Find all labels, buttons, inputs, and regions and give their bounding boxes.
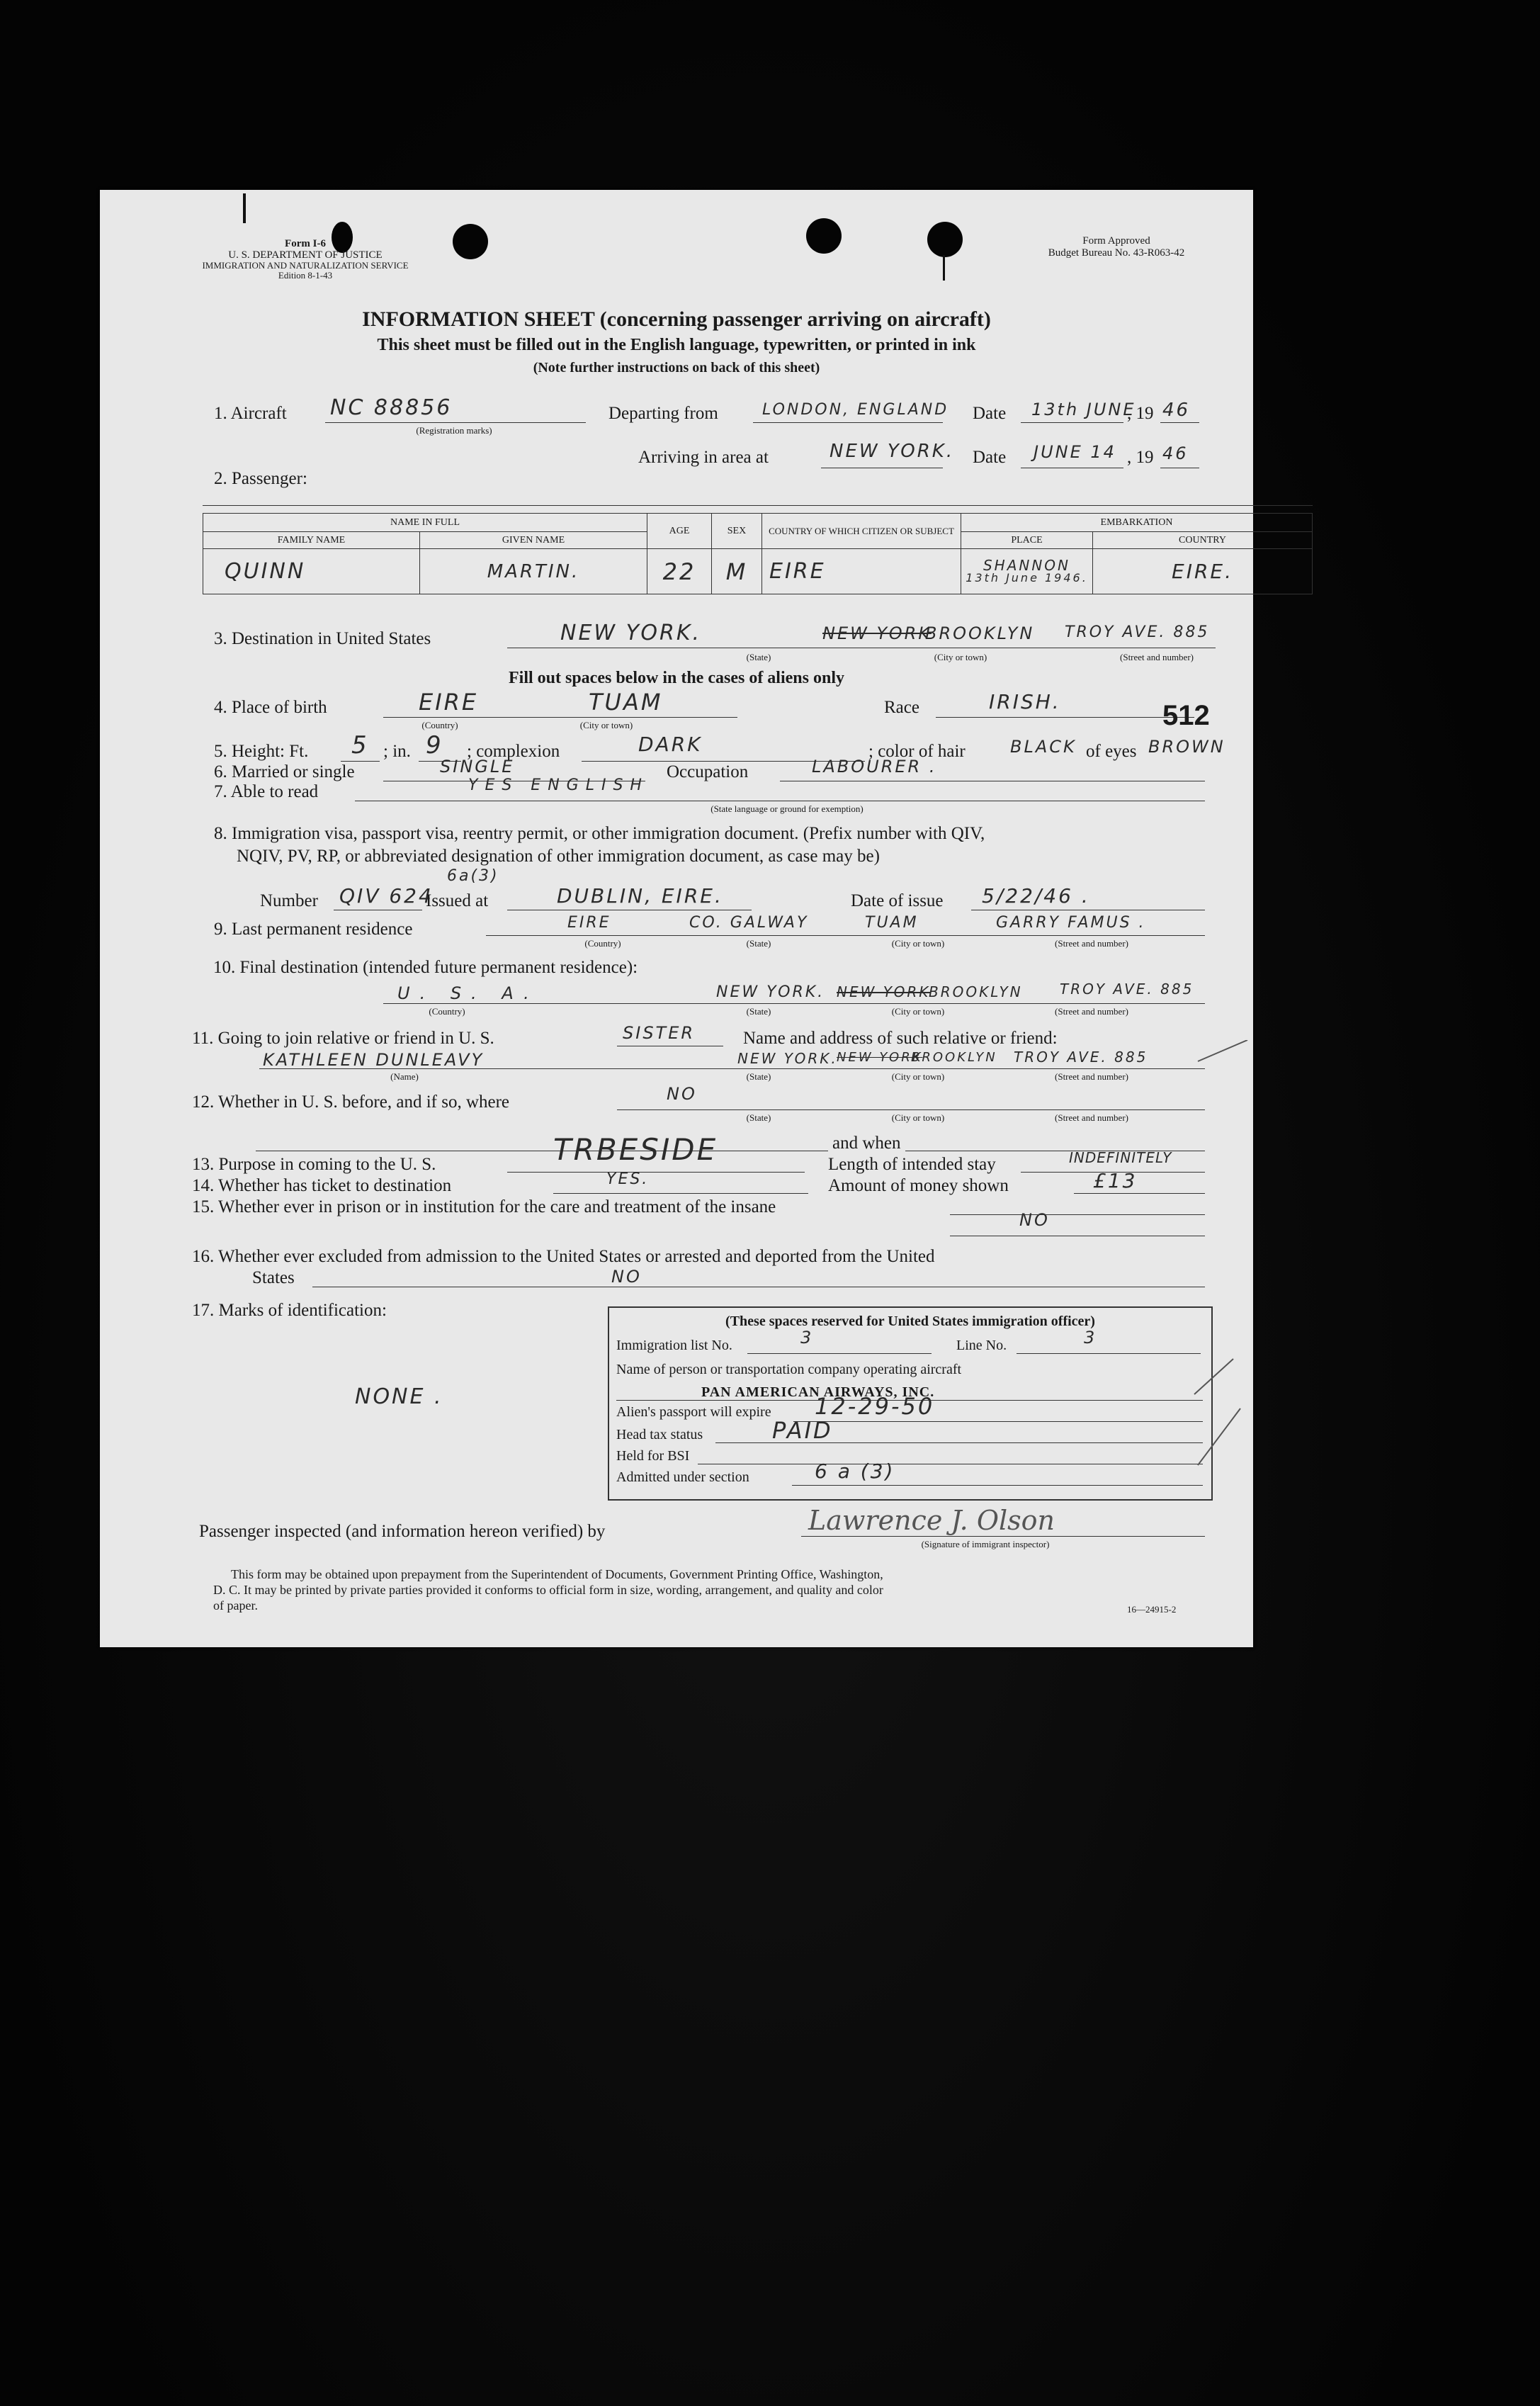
last-residence-label: 9. Last permanent residence: [214, 920, 413, 939]
place-header: PLACE: [961, 532, 1093, 549]
excluded-label-line1: 16. Whether ever excluded from admission to the United States or arrested and deported from the United: [192, 1247, 935, 1266]
print-number: 16—24915-2: [1127, 1604, 1177, 1615]
arriving-value: NEW YORK.: [830, 441, 955, 462]
passenger-label: 2. Passenger:: [214, 469, 307, 488]
join-city-value: NEW YORK: [837, 1050, 923, 1065]
race-value: IRISH.: [989, 690, 1061, 713]
state-caption: (State): [746, 1071, 771, 1082]
going-to-join-label: 11. Going to join relative or friend in U. S.: [192, 1029, 494, 1048]
birth-country-value: EIRE: [419, 689, 479, 716]
eyes-label: of eyes: [1086, 742, 1137, 761]
final-city-corrected: BROOKLYN: [929, 983, 1023, 1000]
eyes-value: BROWN: [1148, 737, 1225, 757]
citizen-value: EIRE: [762, 549, 961, 594]
dest-city-corrected: BROOKLYN: [925, 623, 1035, 643]
height-label: 5. Height: Ft.: [214, 742, 309, 761]
prison-label: 15. Whether ever in prison or in institution for the care and treatment of the insane: [192, 1197, 776, 1216]
issue-date-label: Date of issue: [851, 891, 944, 910]
doc-number-value: QIV 624: [339, 884, 434, 908]
city-caption: (City or town): [934, 652, 987, 662]
line-no-label: Line No.: [956, 1338, 1007, 1353]
race-label: Race: [884, 698, 919, 717]
family-name-header: FAMILY NAME: [203, 532, 420, 549]
form-number: Form I-6: [285, 238, 326, 249]
able-read-value: YES ENGLISH: [468, 776, 649, 794]
given-name-value: MARTIN.: [420, 549, 647, 594]
q8-text-line1: 8. Immigration visa, passport visa, reentry permit, or other immigration document. (Prefix number with QIV,: [214, 824, 985, 843]
city-caption: (City or town): [891, 938, 945, 949]
country-header: COUNTRY: [1093, 532, 1313, 549]
prison-value: NO: [1019, 1210, 1050, 1230]
operator-label: Name of person or transportation company operating aircraft: [616, 1362, 962, 1377]
footer-line2: D. C. It may be printed by private parties provided it conforms to official form in size, wording, arrangement, and quality and color: [213, 1583, 883, 1597]
married-value: SINGLE: [440, 757, 515, 776]
final-destination-label: 10. Final destination (intended future permanent residence):: [213, 958, 638, 977]
imm-list-label: Immigration list No.: [616, 1338, 732, 1353]
street-caption: (Street and number): [1055, 1006, 1128, 1017]
form-approved: Form Approved: [1082, 235, 1150, 247]
passport-expire-value: 12-29-50: [815, 1393, 935, 1420]
embark-place-value: SHANNON: [983, 556, 1071, 574]
city-caption: (City or town): [579, 720, 633, 730]
stay-value: INDEFINITELY: [1069, 1149, 1172, 1166]
occupation-value: LABOURER .: [812, 757, 937, 776]
punch-hole: [453, 224, 488, 259]
join-city-corrected: BROOKLYN: [911, 1050, 997, 1065]
country-caption: (Country): [584, 938, 621, 949]
passenger-table: [203, 513, 1313, 594]
line-no-value: 3: [1084, 1328, 1097, 1348]
service: IMMIGRATION AND NATURALIZATION SERVICE: [202, 260, 409, 271]
arriving-label: Arriving in area at: [638, 448, 769, 467]
depart-date-value: 13th JUNE: [1031, 400, 1136, 419]
marks-label: 17. Marks of identification:: [192, 1301, 387, 1320]
birth-city-value: TUAM: [589, 689, 663, 716]
final-city-value: NEW YORK: [837, 983, 931, 1000]
reserved-caption: (These spaces reserved for United States immigration officer): [725, 1314, 1095, 1329]
name-in-full-header: NAME IN FULL: [203, 514, 647, 532]
birth-label: 4. Place of birth: [214, 698, 327, 717]
hair-label: ; color of hair: [868, 742, 966, 761]
occupation-label: Occupation: [667, 762, 749, 781]
registration-caption: (Registration marks): [416, 425, 492, 436]
issue-date-value: 5/22/46 .: [982, 884, 1090, 908]
amount-money-label: Amount of money shown: [828, 1176, 1009, 1195]
ticket-label: 14. Whether has ticket to destination: [192, 1176, 452, 1195]
officer-box: [608, 1306, 1213, 1501]
street-caption: (Street and number): [1055, 1112, 1128, 1123]
country-caption: (Country): [421, 720, 458, 730]
final-street-value: TROY AVE. 885: [1060, 981, 1194, 998]
head-tax-label: Head tax status: [616, 1427, 703, 1442]
ticket-value: YES.: [606, 1170, 650, 1188]
state-caption: (State): [746, 938, 771, 949]
complexion-value: DARK: [638, 733, 703, 756]
issued-at-value: DUBLIN, EIRE.: [557, 884, 723, 908]
complexion-label: ; complexion: [467, 742, 560, 761]
height-in-value: 9: [426, 731, 443, 759]
inspector-signature: Lawrence J. Olson: [808, 1505, 1055, 1536]
held-bsi-label: Held for BSI: [616, 1448, 690, 1464]
edition: Edition 8-1-43: [278, 270, 333, 281]
res-city-value: TUAM: [865, 914, 919, 932]
sex-value: M: [712, 549, 762, 594]
state-caption: (State): [746, 1112, 771, 1123]
departing-value: LONDON, ENGLAND: [762, 401, 949, 419]
final-state-value: NEW YORK.: [716, 983, 825, 1001]
issued-at-label: Issued at: [426, 891, 489, 910]
depart-date-label: Date: [973, 404, 1007, 423]
operator-value: PAN AMERICAN AIRWAYS, INC.: [701, 1384, 935, 1400]
state-caption: (State): [746, 652, 771, 662]
res-street-value: GARRY FAMUS .: [996, 914, 1146, 932]
inches-label: ; in.: [383, 742, 411, 761]
embark-country-value: EIRE.: [1093, 549, 1313, 594]
punch-hole: [806, 218, 842, 254]
city-caption: (City or town): [891, 1071, 945, 1082]
age-header: AGE: [647, 514, 712, 549]
departing-label: Departing from: [608, 404, 718, 423]
state-caption: (State): [746, 1006, 771, 1017]
res-state-value: CO. GALWAY: [689, 914, 809, 932]
sex-header: SEX: [712, 514, 762, 549]
purpose-value: TRBESIDE: [553, 1132, 718, 1167]
head-tax-value: PAID: [772, 1417, 833, 1444]
final-country-value: U. S. A.: [397, 983, 539, 1003]
stamp-number: 512: [1162, 700, 1210, 731]
instructions-note: (Note further instructions on back of this sheet): [533, 360, 820, 375]
arrive-date-label: Date: [973, 448, 1007, 467]
married-label: 6. Married or single: [214, 762, 355, 781]
inspected-label: Passenger inspected (and information hereon verified) by: [199, 1522, 606, 1541]
embark-date-note: 13th June 1946.: [966, 570, 1088, 584]
embarkation-header: EMBARKATION: [961, 514, 1313, 532]
instructions: This sheet must be filled out in the English language, typewritten, or printed in ink: [377, 336, 976, 354]
height-ft-value: 5: [351, 731, 369, 759]
aircraft-value: NC 88856: [330, 395, 453, 420]
join-street-value: TROY AVE. 885: [1014, 1049, 1148, 1066]
passport-expire-label: Alien's passport will expire: [616, 1404, 771, 1420]
name-address-label: Name and address of such relative or friend:: [743, 1029, 1058, 1048]
margin-pencil-marks: [1191, 1040, 1255, 1479]
street-caption: (Street and number): [1055, 1071, 1128, 1082]
join-name-value: KATHLEEN DUNLEAVY: [263, 1050, 485, 1070]
admitted-label: Admitted under section: [616, 1469, 749, 1485]
length-stay-label: Length of intended stay: [828, 1155, 996, 1174]
street-caption: (Street and number): [1120, 652, 1194, 662]
res-country-value: EIRE: [567, 914, 611, 932]
arrive-date-value: JUNE 14: [1034, 442, 1116, 462]
us-before-value: NO: [667, 1084, 697, 1104]
excluded-label-line2: States: [252, 1268, 295, 1287]
number-label: Number: [260, 891, 318, 910]
city-caption: (City or town): [891, 1112, 945, 1123]
family-name-value: QUINN: [203, 549, 420, 594]
punch-mark: [243, 193, 246, 223]
age-value: 22: [647, 549, 712, 594]
q8-text-line2: NQIV, PV, RP, or abbreviated designation of other immigration document, as case may be): [237, 847, 880, 866]
money-value: £13: [1093, 1169, 1138, 1192]
given-name-header: GIVEN NAME: [420, 532, 647, 549]
signature-caption: (Signature of immigrant inspector): [921, 1539, 1050, 1549]
able-read-label: 7. Able to read: [214, 782, 319, 801]
doc-section-note: 6a(3): [447, 867, 499, 885]
name-caption: (Name): [390, 1071, 419, 1082]
destination-label: 3. Destination in United States: [214, 629, 431, 648]
join-state-value: NEW YORK.: [737, 1050, 838, 1067]
aircraft-label: 1. Aircraft: [214, 404, 287, 423]
footer-line3: of paper.: [213, 1598, 258, 1613]
punch-hole: [927, 222, 963, 257]
language-caption: (State language or ground for exemption): [710, 803, 864, 814]
depart-year-value: 46: [1162, 400, 1191, 421]
street-caption: (Street and number): [1055, 938, 1128, 949]
purpose-label: 13. Purpose in coming to the U. S.: [192, 1155, 436, 1174]
dest-street-value: TROY AVE. 885: [1065, 623, 1210, 641]
footer-line1: This form may be obtained upon prepayment from the Superintendent of Documents, Government Printing Office, Washington,: [231, 1567, 883, 1581]
dest-city-value: NEW YORK: [822, 623, 932, 643]
country-caption: (Country): [429, 1006, 465, 1017]
department: U. S. DEPARTMENT OF JUSTICE: [228, 249, 383, 261]
budget-bureau: Budget Bureau No. 43-R063-42: [1048, 247, 1185, 259]
aliens-only-heading: Fill out spaces below in the cases of aliens only: [508, 669, 844, 687]
arrive-year-value: 46: [1162, 444, 1189, 463]
marks-value: NONE .: [355, 1384, 443, 1409]
punch-mark: [943, 255, 945, 281]
imm-list-value: 3: [800, 1328, 814, 1348]
citizen-header: COUNTRY OF WHICH CITIZEN OR SUBJECT: [762, 514, 961, 549]
information-sheet: Form I-6 U. S. DEPARTMENT OF JUSTICE IMMIGRATION AND NATURALIZATION SERVICE Edition 8-1-43 Form Approved Budget Bureau No. 43-R063-42 INFORMATION SHEET (concerning passenger arriving on aircraft) This sheet must be filled out in the English language, typewritten, or printed in ink (Note further instructions on back of this sheet) 1. Aircraft NC 88856 (Registration marks) Departing from LONDON, ENGLAND Date 13th JUNE , 19 46 Arriving in area at NEW YORK. Date JUNE 14 , 19 46 2. Passenger: NAME IN FULL AGE SEX COUNTRY OF WHICH CITIZEN OR SUBJECT EMBARKATION FAMILY NAME GIVEN NAME PLACE COUNTRY QUINN MARTIN. 22 M EIRE SHANNON 13th June 1946. EIRE. 3. Destination in United States NEW YORK. NEW YORK BROOKLYN TROY AVE. 885 (State) (City or town) (Street and number) Fill out spaces below in the cases of aliens only 4. Place of birth EIRE TUAM (Country) (City or town) Race IRISH. 512 5. Height: Ft. 5 ; in. 9 ; complexion DARK ; color of hair BLACK of eyes BROWN 6. Married or single SINGLE Occupation LABOURER . 7. Able to read YES ENGLISH (State language or ground for exemption) 8. Immigration visa, passport visa, reentry permit, or other immigration document. (Prefix number with QIV, NQIV, PV, RP, or abbreviated designation of other immigration document, as case may be) Number QIV 624 6a(3) Issued at DUBLIN, EIRE. Date of issue 5/22/46 . 9. Last permanent residence EIRE CO. GALWAY TUAM GARRY FAMUS . (Country) (State) (City or town) (Street and number) 10. Final destination (intended future permanent residence): U. S. A. NEW YORK. NEW YORK BROOKLYN TROY AVE. 885 (Country) (State) (City or town) (Street and number) 11. Going to join relative or friend in U. S. SISTER Name and address of such relative or friend: KATHLEEN DUNLEAVY NEW YORK. NEW YORK BROOKLYN TROY AVE. 885 (Name) (State) (City or town) (Street and number) 12. Whether in U. S. before, and if so, where NO (State) (City or town) (Street and number) and when 13. Purpose in coming to the U. S. TRBESIDE Length of intended stay INDEFINITELY 14. Whether has ticket to destination YES. Amount of money shown £13 15. Whether ever in prison or in institution for the care and treatment of the insane NO 16. Whether ever excluded from admission to the United States or arrested and deported from the United States NO 17. Marks of identification: NONE . (These spaces reserved for United States immigration officer) Immigration list No. 3 Line No. 3 Name of person or transportation company operating aircraft PAN AMERICAN AIRWAYS, INC. Alien's passport will expire 12-29-50 Head tax status PAID Held for BSI Admitted under section 6 a (3) Passenger inspected (and information hereon verified) by Lawrence J. Olson (Signature of immigrant inspector) This form may be obtained upon prepayment from the Superintendent of Documents, Government Printing Office, Washington, D. C. It may be printed by private parties provided it conforms to official form in size, wording, arrangement, and quality and color of paper. 16—24915-2: [100, 190, 1253, 1647]
join-relation-value: SISTER: [623, 1023, 696, 1043]
section-value: 6 a (3): [815, 1459, 895, 1483]
and-when-label: and when: [828, 1134, 905, 1153]
page-title: INFORMATION SHEET (concerning passenger arriving on aircraft): [362, 307, 991, 331]
hair-value: BLACK: [1010, 737, 1077, 757]
excluded-value: NO: [611, 1267, 642, 1287]
city-caption: (City or town): [891, 1006, 945, 1017]
dest-state-value: NEW YORK.: [560, 621, 702, 645]
q12-label: 12. Whether in U. S. before, and if so, where: [192, 1092, 510, 1112]
